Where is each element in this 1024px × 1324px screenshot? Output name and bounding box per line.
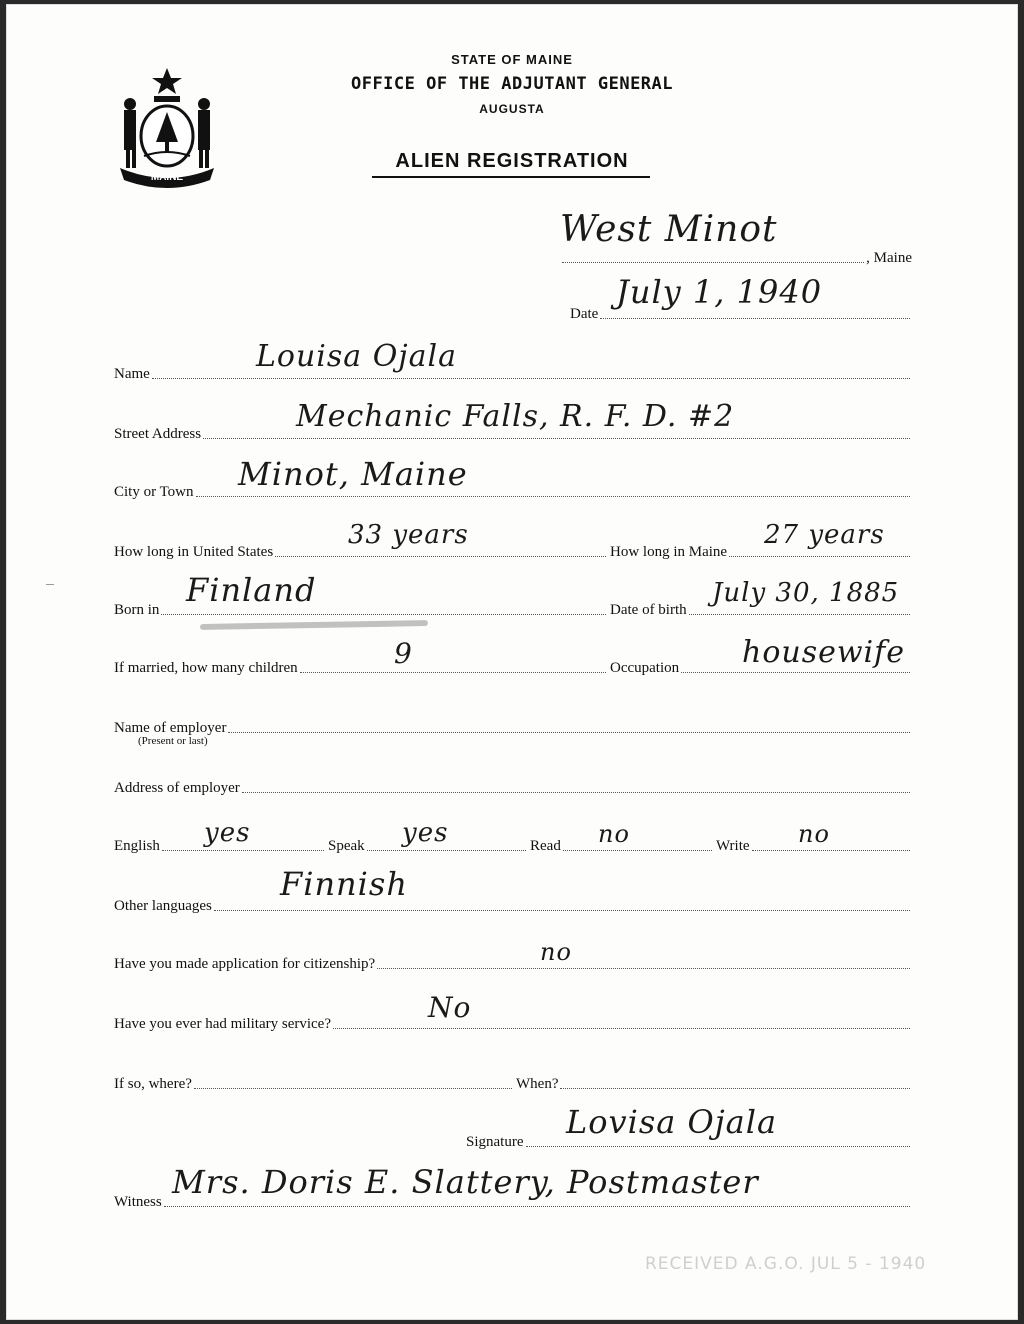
city-field <box>114 476 912 500</box>
town-value: West Minot <box>560 209 778 250</box>
maine-label: , Maine <box>866 250 912 266</box>
date-value: July 1, 1940 <box>616 273 823 311</box>
read-label: Read <box>530 838 561 854</box>
how-long-us-value: 33 years <box>348 520 469 550</box>
when-label: When? <box>516 1076 559 1092</box>
seal-banner-text: MAINE <box>150 172 184 183</box>
other-languages-value: Finnish <box>280 865 408 903</box>
born-in-value: Finland <box>186 571 317 609</box>
how-long-maine-value: 27 years <box>764 520 885 550</box>
military-label: Have you ever had military service? <box>114 1016 331 1032</box>
read-value: no <box>598 820 630 848</box>
state-seal-icon <box>112 64 222 188</box>
occupation-value: housewife <box>742 635 905 670</box>
employer-note: (Present or last) <box>138 735 208 747</box>
employer-name-field <box>114 712 912 736</box>
witness-value: Mrs. Doris E. Slattery, Postmaster <box>172 1163 759 1201</box>
signature-value: Lovisa Ojala <box>566 1103 778 1141</box>
citizenship-field <box>114 948 912 972</box>
born-in-label: Born in <box>114 602 160 618</box>
other-languages-label: Other languages <box>114 898 212 914</box>
children-field <box>114 652 608 676</box>
children-value: 9 <box>394 637 413 670</box>
when-field <box>516 1068 912 1092</box>
children-label: If married, how many children <box>114 660 298 676</box>
write-value: no <box>798 820 830 848</box>
name-label: Name <box>114 366 150 382</box>
signature-label: Signature <box>466 1134 524 1150</box>
witness-label: Witness <box>114 1194 162 1210</box>
city-heading: AUGUSTA <box>479 102 545 116</box>
state-heading: STATE OF MAINE <box>451 52 573 67</box>
where-field <box>114 1068 514 1092</box>
how-long-us-label: How long in United States <box>114 544 274 560</box>
street-address-value: Mechanic Falls, R. F. D. #2 <box>296 399 735 434</box>
citizenship-label: Have you made application for citizenship? <box>114 956 376 972</box>
employer-name-label: Name of employer <box>114 720 227 736</box>
english-value: yes <box>204 818 251 848</box>
title-underline <box>372 176 650 178</box>
employer-address-field <box>114 772 912 796</box>
how-long-maine-label: How long in Maine <box>610 544 728 560</box>
name-field <box>114 358 912 382</box>
employer-address-label: Address of employer <box>114 780 240 796</box>
occupation-label: Occupation <box>610 660 680 676</box>
name-value: Louisa Ojala <box>256 339 457 374</box>
speak-value: yes <box>402 818 449 848</box>
other-languages-field <box>114 890 912 914</box>
citizenship-value: no <box>540 938 572 966</box>
margin-mark <box>46 584 54 585</box>
city-value: Minot, Maine <box>238 455 468 493</box>
form-title: ALIEN REGISTRATION <box>395 150 629 172</box>
speak-label: Speak <box>328 838 365 854</box>
received-stamp: RECEIVED A.G.O. JUL 5 - 1940 <box>645 1254 927 1274</box>
military-value: No <box>428 991 472 1024</box>
english-label: English <box>114 838 160 854</box>
date-of-birth-value: July 30, 1885 <box>712 578 900 608</box>
write-label: Write <box>716 838 750 854</box>
military-field <box>114 1008 912 1032</box>
city-label: City or Town <box>114 484 194 500</box>
date-label: Date <box>570 306 599 322</box>
where-label: If so, where? <box>114 1076 192 1092</box>
date-of-birth-label: Date of birth <box>610 602 687 618</box>
office-heading: OFFICE OF THE ADJUTANT GENERAL <box>350 74 674 94</box>
street-address-label: Street Address <box>114 426 202 442</box>
